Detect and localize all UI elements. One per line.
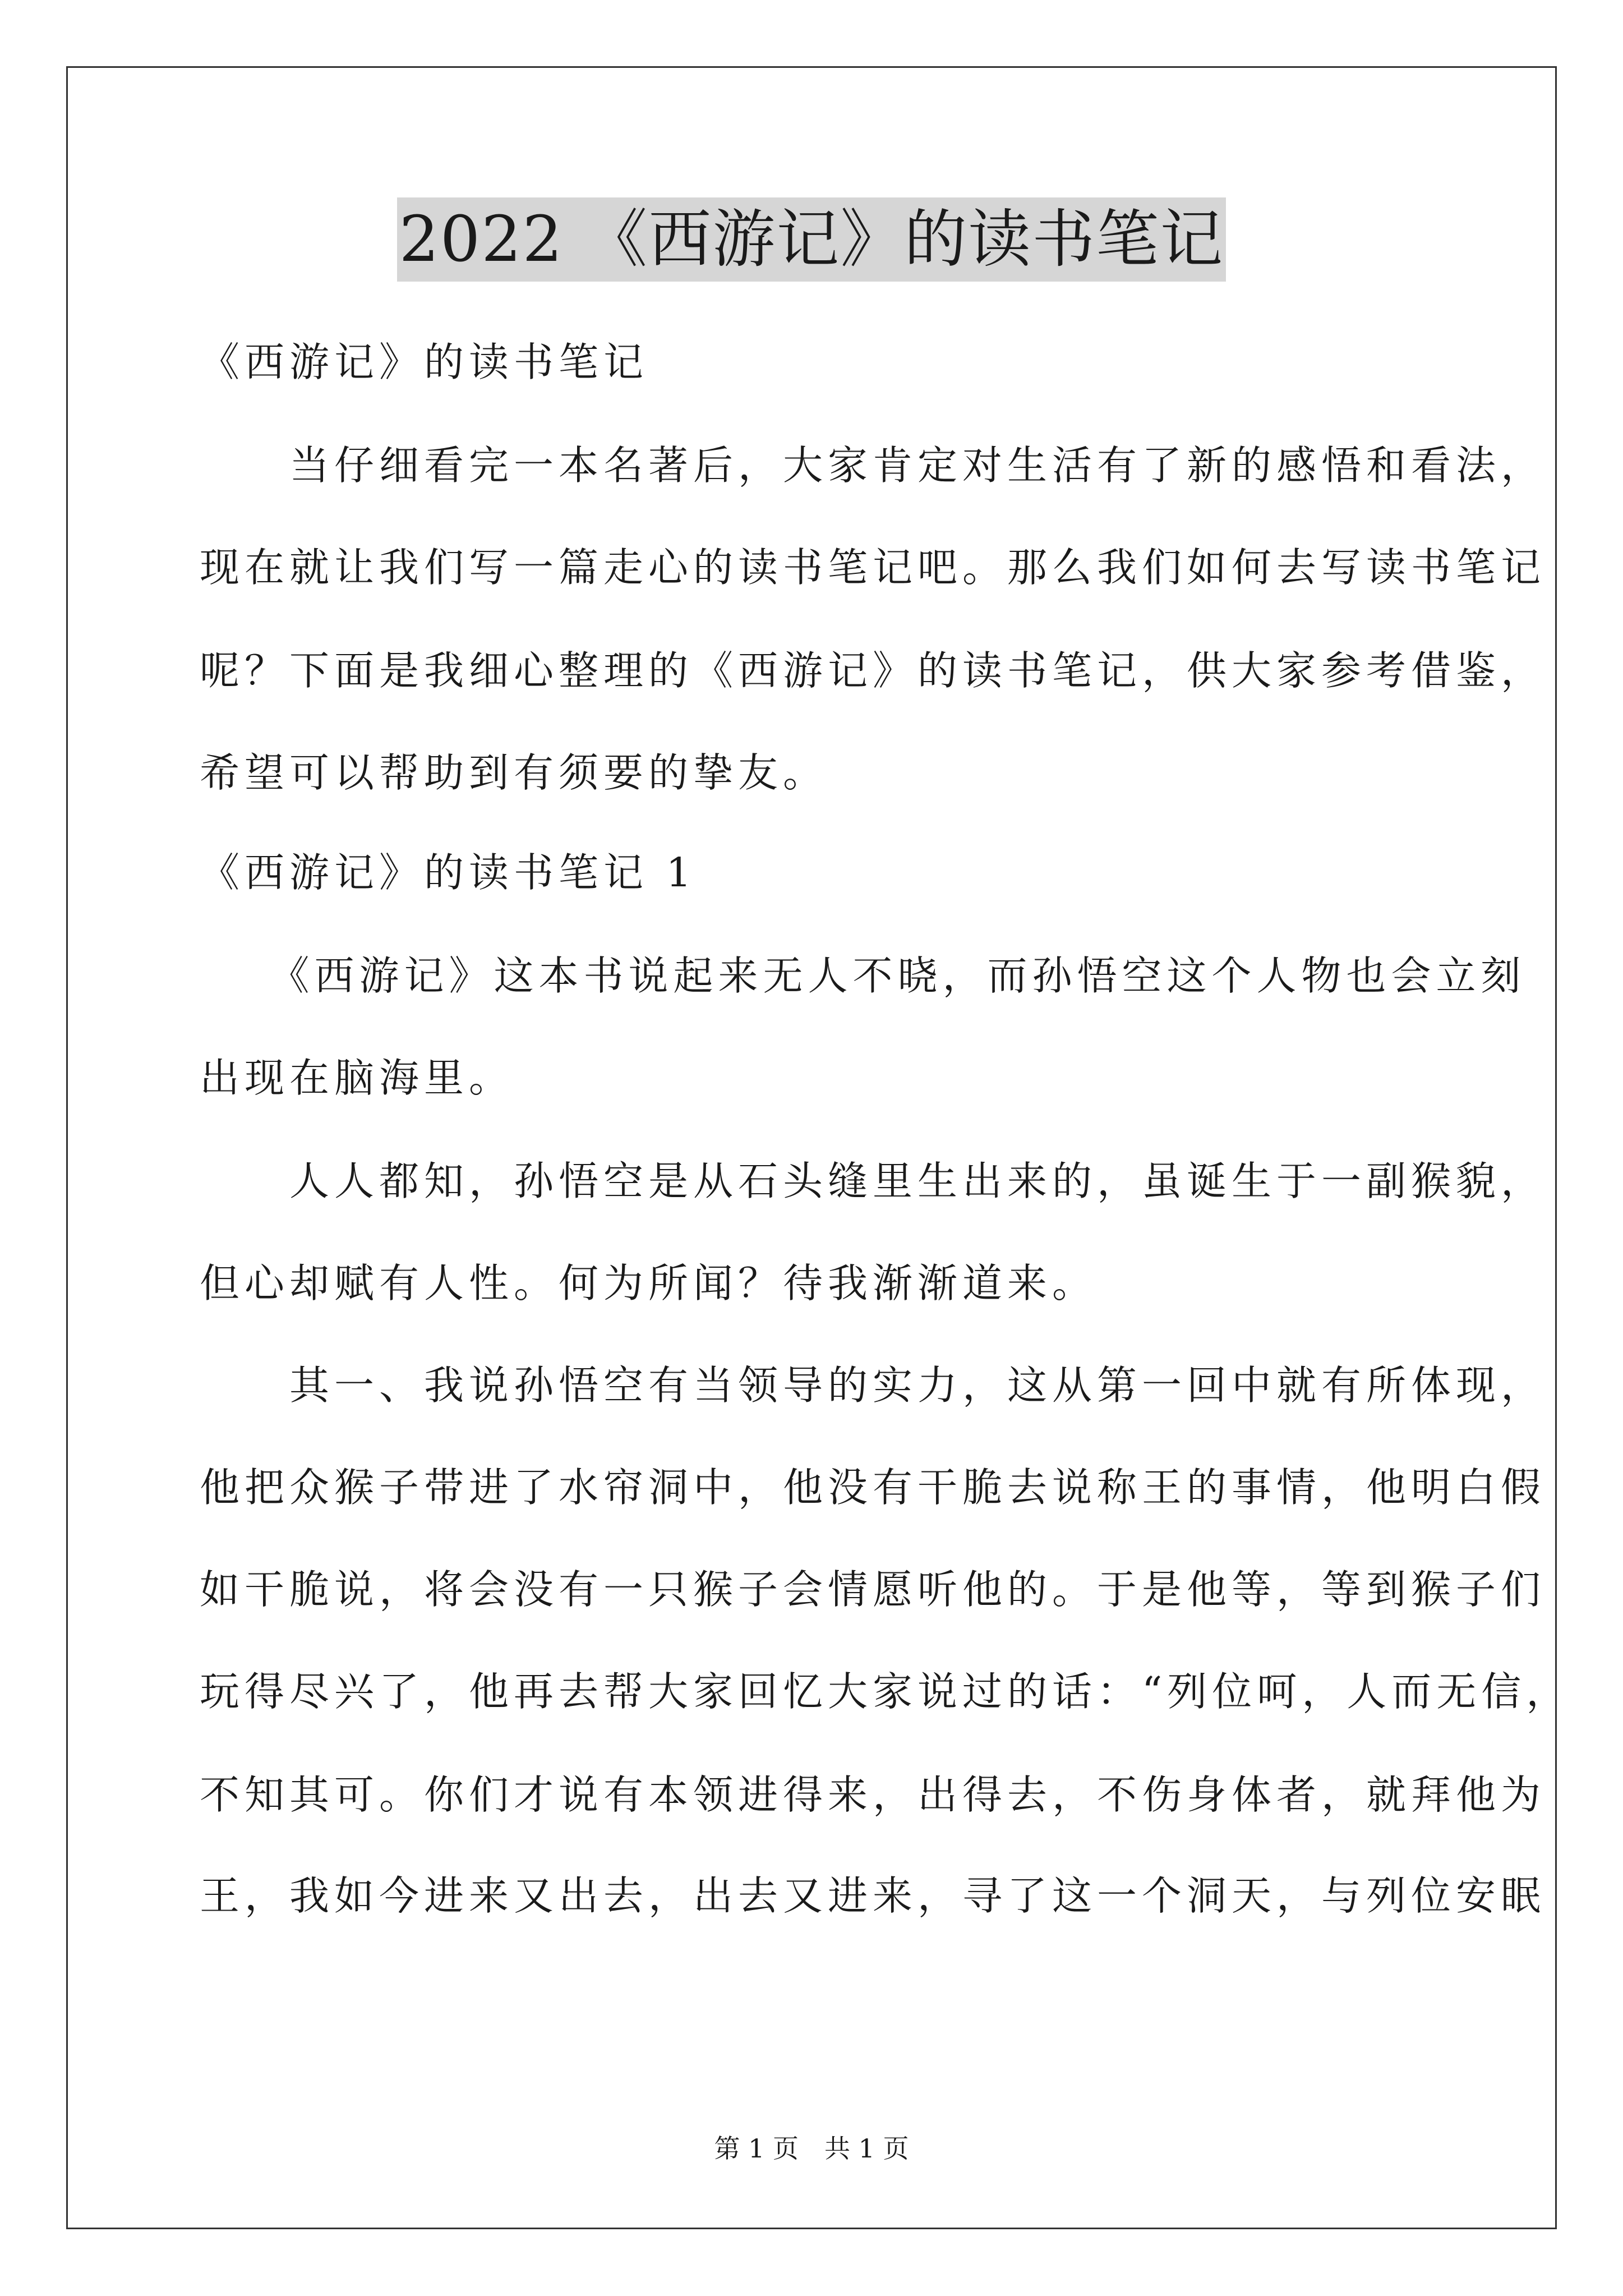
page-footer: 第 1 页 共 1 页 <box>714 2133 909 2164</box>
document-title: 2022 《西游记》的读书笔记 <box>397 197 1227 282</box>
paragraph-line-14: 玩得尽兴了，他再去帮大家回忆大家说过的话：“列位呵，人而无信， <box>200 1668 1571 1715</box>
heading-line-6: 《西游记》的读书笔记 1 <box>200 849 697 896</box>
paragraph-line-2: 当仔细看完一本名著后，大家肯定对生活有了新的感悟和看法， <box>200 442 1546 489</box>
paragraph-line-11: 其一、我说孙悟空有当领导的实力，这从第一回中就有所体现， <box>200 1362 1546 1409</box>
paragraph-line-16: 王，我如今进来又出去，出去又进来，寻了这一个洞天，与列位安眠 <box>200 1872 1546 1919</box>
paragraph-line-13: 如干脆说，将会没有一只猴子会情愿听他的。于是他等，等到猴子们 <box>200 1566 1546 1613</box>
paragraph-line-12: 他把众猴子带进了水帘洞中，他没有干脆去说称王的事情，他明白假 <box>200 1464 1546 1511</box>
paragraph-line-15: 不知其可。你们才说有本领进得来，出得去，不伤身体者，就拜他为 <box>200 1772 1546 1818</box>
title-container <box>0 197 1623 282</box>
paragraph-line-9: 人人都知，孙悟空是从石头缝里生出来的，虽诞生于一副猴貌， <box>200 1158 1546 1204</box>
paragraph-line-3: 现在就让我们写一篇走心的读书笔记吧。那么我们如何去写读书笔记 <box>200 544 1546 591</box>
paragraph-line-4: 呢？下面是我细心整理的《西游记》的读书笔记，供大家参考借鉴， <box>200 647 1546 694</box>
heading-line-1: 《西游记》的读书笔记 <box>200 339 649 385</box>
paragraph-line-5: 希望可以帮助到有须要的挚友。 <box>200 749 828 796</box>
paragraph-line-7: 《西游记》这本书说起来无人不晓，而孙悟空这个人物也会立刻 <box>200 953 1526 999</box>
paragraph-line-8: 出现在脑海里。 <box>200 1055 514 1101</box>
paragraph-line-10: 但心却赋有人性。何为所闻？待我渐渐道来。 <box>200 1260 1098 1306</box>
